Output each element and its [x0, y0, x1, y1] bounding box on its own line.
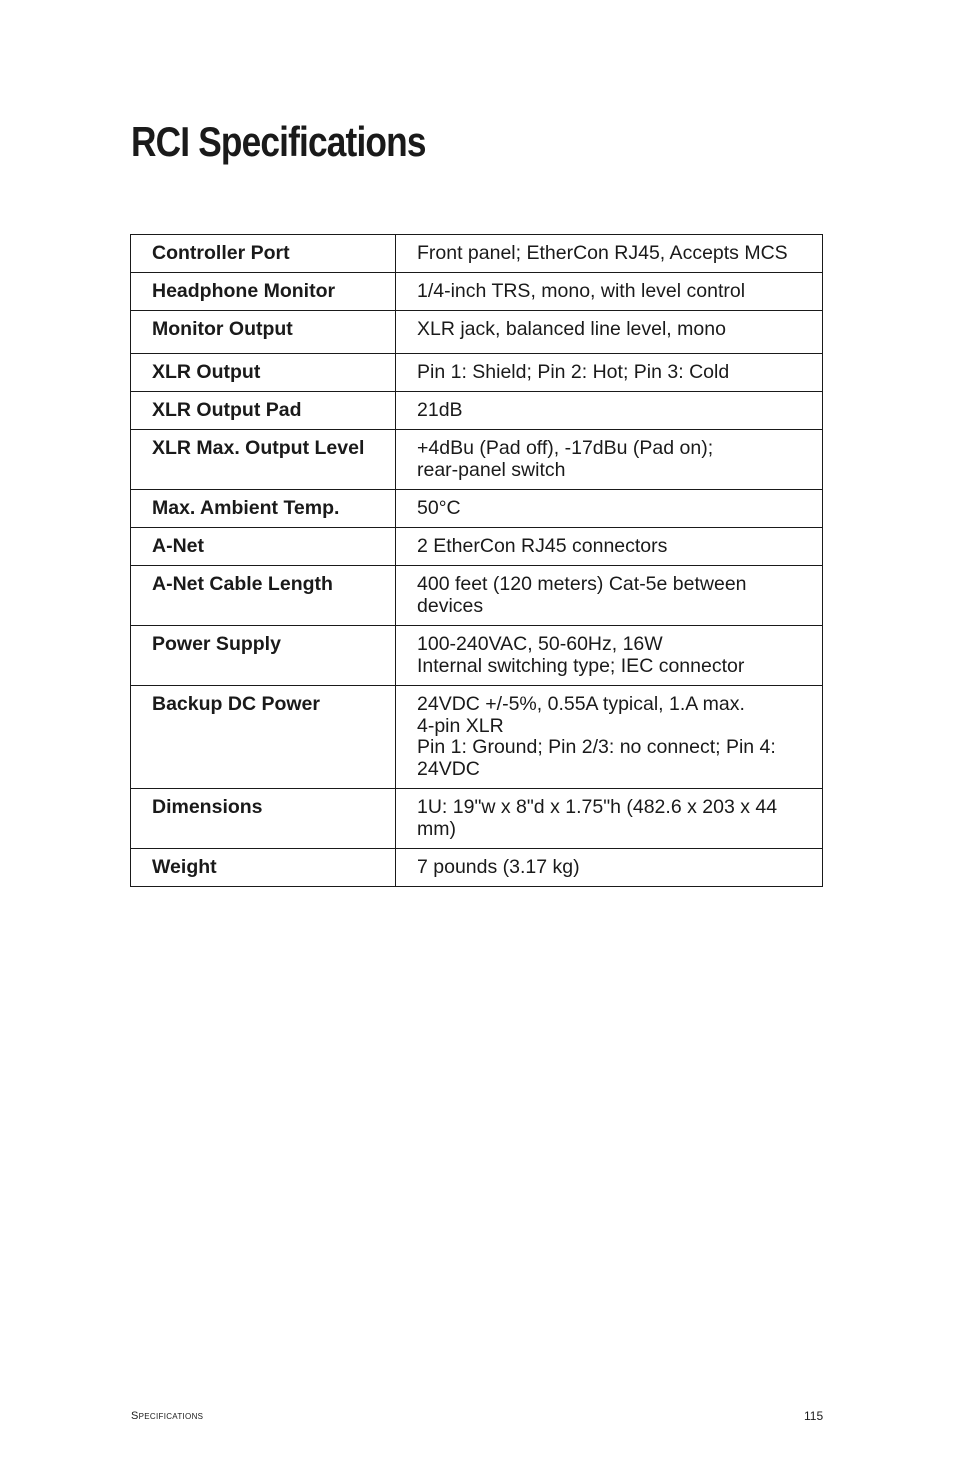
spec-label: A-Net — [131, 528, 396, 566]
page-number: 115 — [804, 1409, 824, 1423]
spec-label: Headphone Monitor — [131, 273, 396, 311]
spec-label: Dimensions — [131, 789, 396, 849]
table-row — [131, 273, 823, 311]
spec-label: Monitor Output — [131, 311, 396, 354]
spec-label: XLR Max. Output Level — [131, 430, 396, 490]
spec-label: Max. Ambient Temp. — [131, 490, 396, 528]
spec-value: +4dBu (Pad off), -17dBu (Pad on); rear-panel switch — [396, 430, 823, 490]
table-row — [131, 235, 823, 273]
spec-label: Backup DC Power — [131, 686, 396, 789]
table-row — [131, 354, 823, 392]
table-row — [131, 392, 823, 430]
spec-value: 7 pounds (3.17 kg) — [396, 849, 823, 887]
table-row — [131, 626, 823, 686]
table-row — [131, 490, 823, 528]
spec-label: Power Supply — [131, 626, 396, 686]
footer-section-name: Specifications — [131, 1410, 204, 1422]
spec-value: 50°C — [396, 490, 823, 528]
spec-value: 2 EtherCon RJ45 connectors — [396, 528, 823, 566]
spec-value: 400 feet (120 meters) Cat-5e between devices — [396, 566, 823, 626]
table-row — [131, 311, 823, 354]
spec-value: 100-240VAC, 50-60Hz, 16W Internal switching type; IEC connector — [396, 626, 823, 686]
table-row — [131, 686, 823, 789]
table-row — [131, 849, 823, 887]
spec-label: XLR Output Pad — [131, 392, 396, 430]
table-row — [131, 430, 823, 490]
spec-label: XLR Output — [131, 354, 396, 392]
spec-value: 1U: 19"w x 8"d x 1.75"h (482.6 x 203 x 44 mm) — [396, 789, 823, 849]
spec-label: A-Net Cable Length — [131, 566, 396, 626]
spec-value: XLR jack, balanced line level, mono — [396, 311, 823, 354]
spec-value: 24VDC +/-5%, 0.55A typical, 1.A max. 4-pin XLR Pin 1: Ground; Pin 2/3: no connect; Pin 4: 24VDC — [396, 686, 823, 789]
spec-value: 21dB — [396, 392, 823, 430]
table-row — [131, 528, 823, 566]
spec-value: Front panel; EtherCon RJ45, Accepts MCS — [396, 235, 823, 273]
spec-value: Pin 1: Shield; Pin 2: Hot; Pin 3: Cold — [396, 354, 823, 392]
table-row — [131, 789, 823, 849]
table-row — [131, 566, 823, 626]
page-title: RCI Specifications — [131, 118, 426, 165]
spec-label: Weight — [131, 849, 396, 887]
spec-table — [130, 234, 823, 887]
spec-value: 1/4-inch TRS, mono, with level control — [396, 273, 823, 311]
spec-label: Controller Port — [131, 235, 396, 273]
